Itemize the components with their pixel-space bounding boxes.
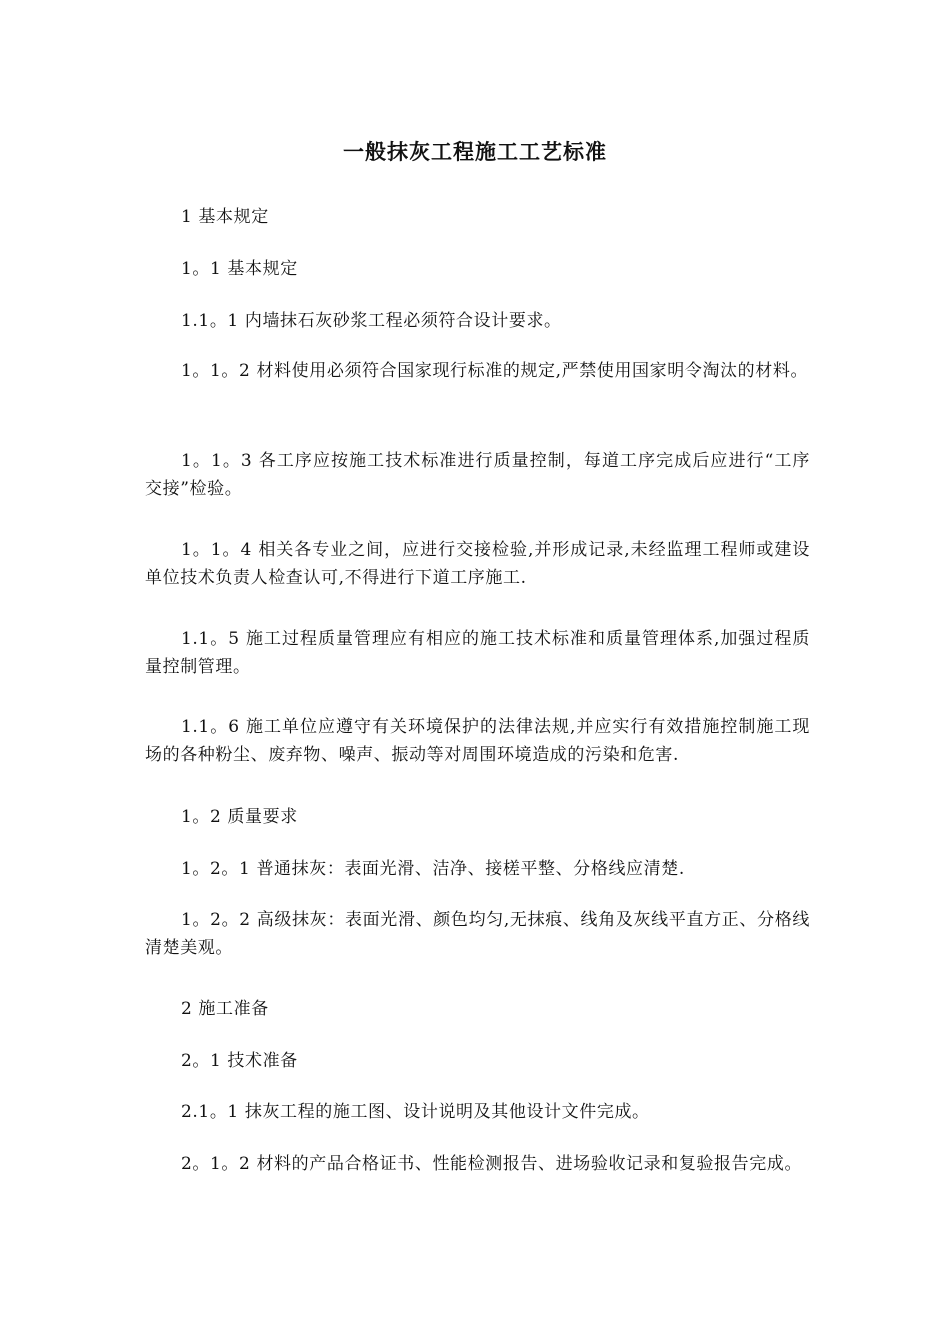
subsection-heading: 2。1 技术准备 bbox=[181, 1051, 298, 1071]
subsection-heading: 1。1 基本规定 bbox=[181, 259, 298, 279]
clause-paragraph: 2。1。2 材料的产品合格证书、性能检测报告、进场验收记录和复验报告完成。 bbox=[181, 1154, 803, 1174]
clause-paragraph: 1.1。1 内墙抹石灰砂浆工程必须符合设计要求。 bbox=[181, 311, 562, 331]
clause-paragraph: 1。2。1 普通抹灰：表面光滑、洁净、接槎平整、分格线应清楚. bbox=[181, 859, 685, 879]
clause-paragraph: 2.1。1 抹灰工程的施工图、设计说明及其他设计文件完成。 bbox=[181, 1102, 650, 1122]
clause-paragraph: 1.1。5 施工过程质量管理应有相应的施工技术标准和质量管理体系,加强过程质量控制管理。 bbox=[145, 629, 810, 677]
clause-paragraph: 1。1。2 材料使用必须符合国家现行标准的规定,严禁使用国家明令淘汰的材料。 bbox=[181, 361, 809, 381]
clause-paragraph: 1.1。6 施工单位应遵守有关环境保护的法律法规,并应实行有效措施控制施工现场的各种粉尘、废弃物、噪声、振动等对周围环境造成的污染和危害. bbox=[145, 717, 810, 765]
clause-paragraph: 1。2。2 高级抹灰：表面光滑、颜色均匀,无抹痕、线角及灰线平直方正、分格线清楚美观。 bbox=[145, 910, 810, 958]
section-heading: 1 基本规定 bbox=[181, 207, 269, 227]
subsection-heading: 1。2 质量要求 bbox=[181, 807, 298, 827]
section-heading: 2 施工准备 bbox=[181, 999, 269, 1019]
document-title: 一般抹灰工程施工工艺标准 bbox=[343, 139, 607, 164]
clause-paragraph: 1。1。3 各工序应按施工技术标准进行质量控制，每道工序完成后应进行“工序交接”检验。 bbox=[145, 451, 810, 499]
clause-paragraph: 1。1。4 相关各专业之间，应进行交接检验,并形成记录,未经监理工程师或建设单位技术负责人检查认可,不得进行下道工序施工. bbox=[145, 540, 810, 588]
